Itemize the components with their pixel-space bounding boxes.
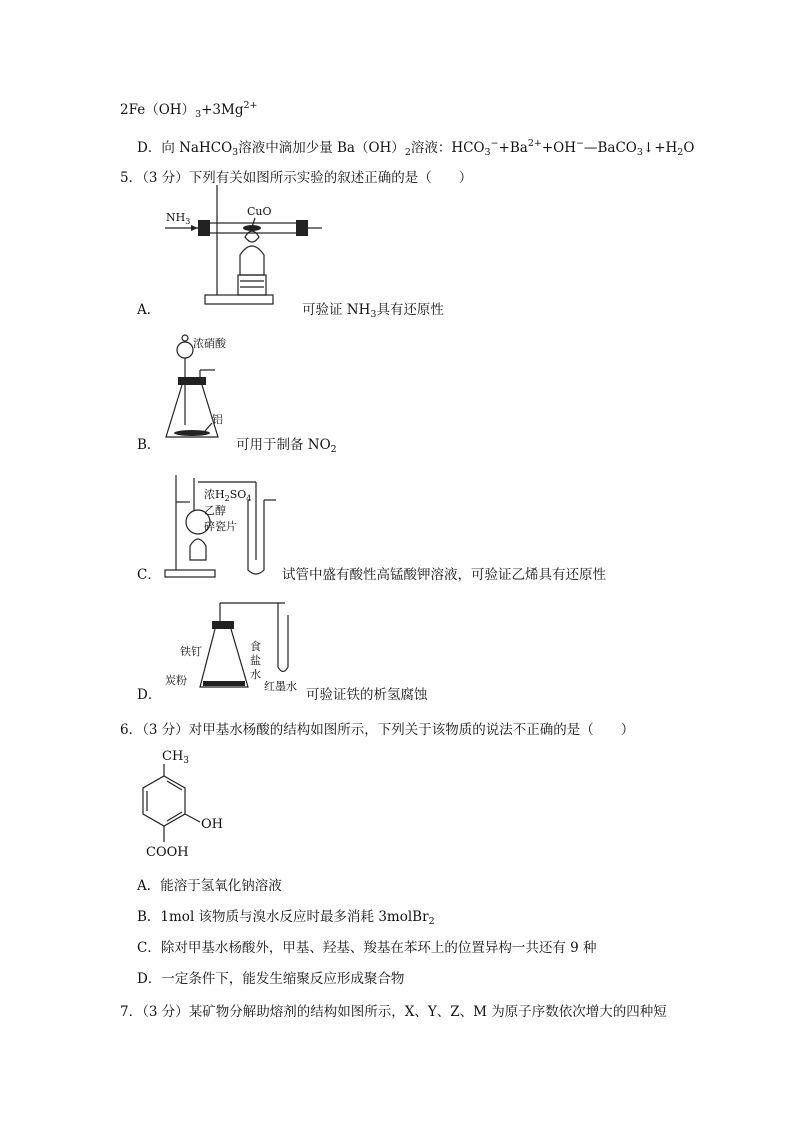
fig-b-al-label: 铝 <box>212 413 223 426</box>
u-tube <box>278 603 288 672</box>
fig-d-ink-label: 红墨水 <box>264 680 297 693</box>
stand-base <box>205 295 273 304</box>
conical-flask <box>200 629 248 687</box>
q5-option-b-text <box>236 433 337 455</box>
subscript: 3 <box>232 147 239 158</box>
q5-option-a-label: A． <box>137 302 161 318</box>
alcohol-lamp <box>240 246 264 275</box>
right-stopper <box>296 220 308 236</box>
text-fragment: —BaCO <box>583 140 637 156</box>
fig-a-nh3-label: $NH_3$ <box>166 211 191 226</box>
structure-oh-label: OH <box>201 817 223 832</box>
text-fragment: 具有还原性 <box>376 302 444 318</box>
q5-option-b-label: B． <box>137 437 161 453</box>
text-fragment: 溶液：HCO <box>410 140 485 156</box>
arrow-head <box>191 225 198 231</box>
fig-c-porcelain-label: 碎瓷片 <box>204 520 237 533</box>
text-fragment: O <box>683 140 695 156</box>
subscript: 3 <box>195 109 202 120</box>
fig-b-acid-label: 浓硝酸 <box>193 337 226 350</box>
subscript: 2 <box>404 147 411 158</box>
cuo-powder <box>243 225 261 231</box>
option-label: C． <box>137 940 161 956</box>
option-text: 一定条件下，能发生缩聚反应形成聚合物 <box>161 971 405 987</box>
q7-stem: 7．（3 分）某矿物分解助熔剂的结构如图所示，X、Y、Z、M 为原子序数依次增大的四种短 <box>120 1004 667 1020</box>
conical-flask <box>166 385 218 437</box>
q6-stem: 6．（3 分）对甲基水杨酸的结构如图所示，下列关于该物质的说法不正确的是（ ） <box>120 722 635 738</box>
subscript: 3 <box>370 309 377 320</box>
text-fragment: 溶液中滴加少量 Ba（OH） <box>238 140 405 156</box>
text-fragment: 2Fe（OH） <box>120 102 196 118</box>
option-text: 除对甲基水杨酸外，甲基、羟基、羧基在苯环上的位置异构一共还有 9 种 <box>160 940 597 956</box>
subscript: 3 <box>484 147 491 158</box>
text-fragment: +Ba <box>498 140 528 156</box>
figure-d-corrosion-apparatus <box>160 595 300 700</box>
structure-ch3-label: $CH_3$ <box>162 749 190 766</box>
option-label: D． <box>137 971 162 987</box>
subscript: 2 <box>330 444 337 455</box>
q5-option-c-text: 试管中盛有酸性高锰酸钾溶液，可验证乙烯具有还原性 <box>282 567 606 583</box>
option-label: A． <box>137 878 161 894</box>
q6-option-a <box>137 874 282 894</box>
q5-option-a-text <box>302 298 444 320</box>
figure-a-nh3-cuo-apparatus <box>160 185 330 310</box>
fig-d-nail-label: 铁钉 <box>180 645 202 658</box>
fig-d-salt-label-3: 水 <box>250 668 261 681</box>
fig-c-acid-label: 浓$H_2SO_4$ <box>204 488 252 503</box>
text-fragment: 可验证 NH <box>302 302 371 318</box>
q4-option-d <box>137 136 694 158</box>
carbon-iron-mix <box>203 681 245 686</box>
fig-d-carbon-label: 炭粉 <box>165 674 187 687</box>
stand-base <box>165 570 215 577</box>
text-fragment: +OH <box>541 140 576 156</box>
left-stopper <box>198 220 210 236</box>
text-fragment: ↓+H <box>642 140 678 156</box>
fig-c-ethanol-label: 乙醇 <box>204 504 226 517</box>
q6-option-c <box>137 936 597 956</box>
hydroxyl-bond <box>185 814 200 822</box>
funnel-stopper <box>182 335 188 341</box>
rubber-stopper <box>178 377 206 385</box>
superscript: − <box>576 138 584 149</box>
option-label: B． <box>137 909 161 925</box>
text-fragment: 向 NaHCO <box>161 140 233 156</box>
lamp-block <box>238 275 266 295</box>
benzene-ring <box>143 776 185 826</box>
fig-d-salt-label-2: 盐 <box>250 654 261 667</box>
structure-cooh-label: COOH <box>146 845 189 860</box>
text-fragment: +3Mg <box>201 102 244 118</box>
subscript: 2 <box>677 147 684 158</box>
q6-option-b <box>137 905 435 927</box>
superscript: 2+ <box>527 138 542 149</box>
q5-option-d-text: 可验证铁的析氢腐蚀 <box>306 687 428 703</box>
q5-option-d-label: D． <box>137 687 162 703</box>
aluminum-pieces <box>174 430 210 436</box>
block-pattern <box>240 281 264 287</box>
figure-p-methylsalicylic-acid <box>130 742 240 867</box>
al-pointer <box>205 423 212 431</box>
fig-d-salt-label-1: 食 <box>250 640 261 653</box>
figure-b-flask-apparatus <box>160 325 250 445</box>
rubber-stopper <box>212 621 234 629</box>
option-text: 1mol 该物质与溴水反应时最多消耗 3molBr <box>160 909 429 925</box>
q5-option-c-label: C． <box>137 567 161 583</box>
subscript: 3 <box>636 147 643 158</box>
option-text: 能溶于氢氧化钠溶液 <box>160 878 282 894</box>
figure-c-ethylene-apparatus <box>160 470 285 580</box>
option-label: D． <box>137 140 162 156</box>
superscript: − <box>490 138 499 149</box>
superscript: 2+ <box>243 100 258 111</box>
carry-over-line <box>120 98 258 120</box>
q5-stem: 5．（3 分）下列有关如图所示实验的叙述正确的是（ ） <box>120 170 473 186</box>
alcohol-lamp <box>190 539 206 560</box>
q6-option-d <box>137 967 404 987</box>
separatory-funnel <box>177 342 193 358</box>
text-fragment: 可用于制备 NO <box>236 437 331 453</box>
fig-a-cuo-label: CuO <box>247 205 272 218</box>
subscript: 2 <box>428 916 435 927</box>
